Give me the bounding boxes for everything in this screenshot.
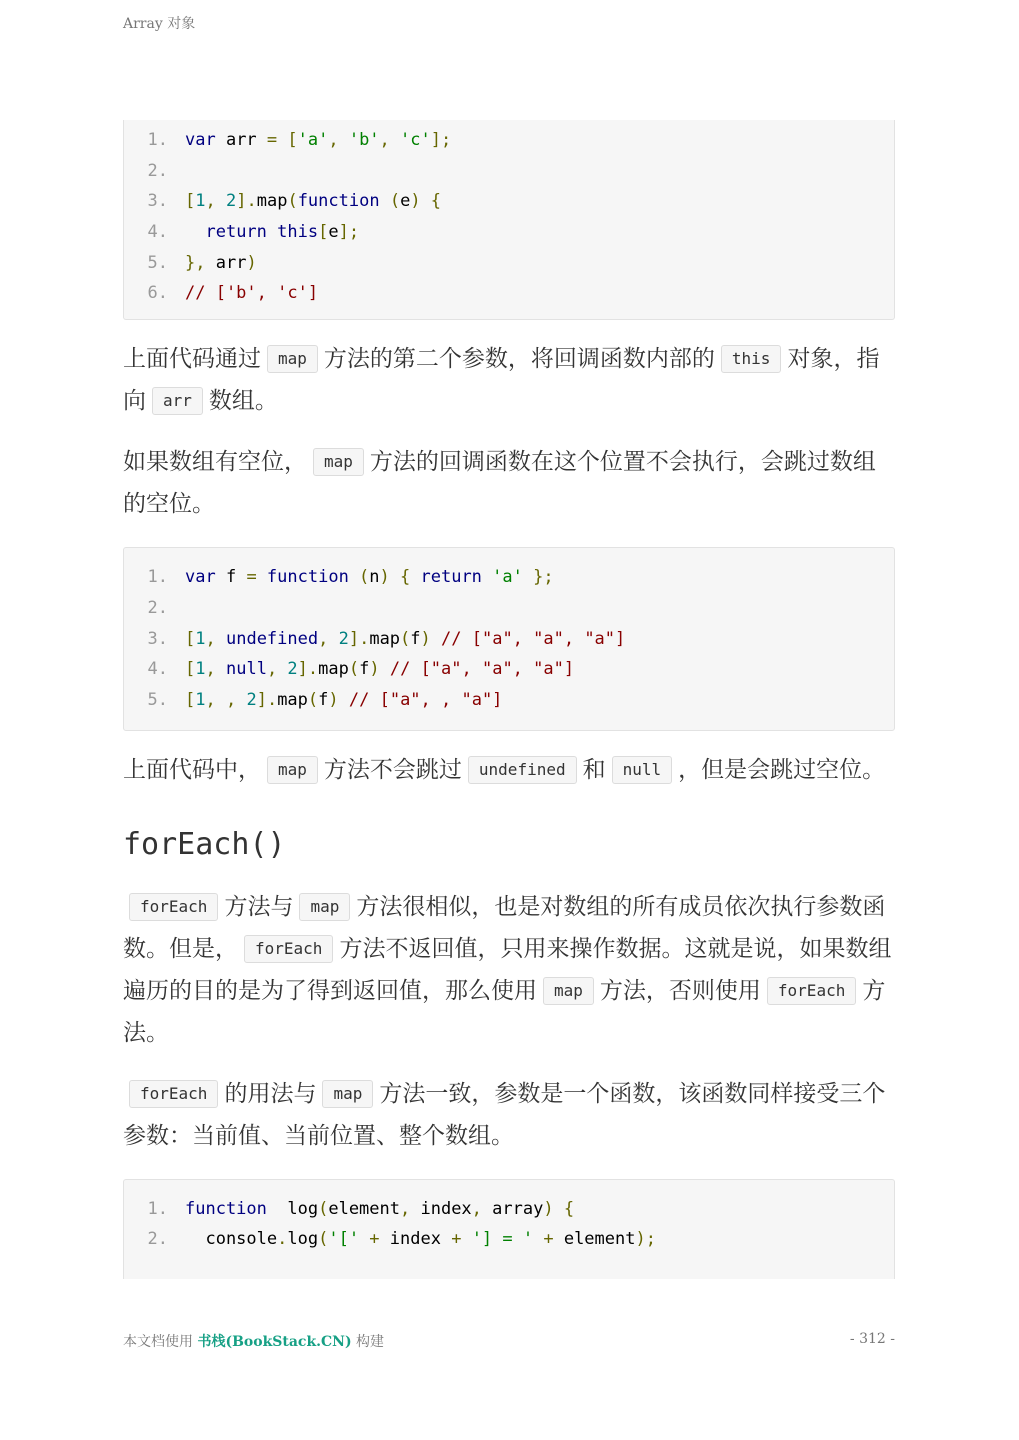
text: 对象，指向	[123, 346, 880, 415]
code-token: ];	[338, 222, 360, 243]
code-token: ,	[205, 191, 226, 212]
code-token: (	[400, 628, 411, 649]
code-token: (	[318, 1229, 329, 1250]
code-token: 1	[195, 659, 206, 680]
code-line	[124, 125, 894, 156]
code-token: ,	[379, 130, 401, 150]
code-token: var	[185, 567, 226, 588]
text: 的用法与	[224, 1080, 317, 1107]
line-number: 3.	[147, 628, 168, 649]
inline-code: map	[299, 893, 350, 921]
code-token: ].	[348, 628, 370, 649]
code-token: [	[185, 191, 196, 212]
code-block	[123, 1179, 895, 1279]
code-token: ,	[205, 659, 226, 680]
inline-code: forEach	[129, 893, 218, 921]
code-token: [	[318, 222, 329, 243]
code-token: f	[225, 567, 247, 588]
text: 方法一致，参数是一个函数，该函数同样接受三个参数：当前值、当前位置、整个数组。	[123, 1080, 886, 1149]
code-token	[185, 222, 205, 242]
paragraph	[123, 338, 895, 422]
code-token: +	[359, 1229, 390, 1250]
bookstack-link[interactable]: 书栈(BookStack.CN)	[197, 1334, 352, 1350]
code-token: [	[185, 689, 196, 710]
code-token: index	[389, 1229, 441, 1250]
code-token: (	[348, 567, 370, 588]
line-number: 2.	[147, 1229, 168, 1250]
code-token: )	[420, 628, 442, 649]
code-line	[124, 593, 894, 624]
code-token: map	[277, 689, 308, 710]
code-token: 2	[287, 659, 298, 680]
code-token: map	[369, 628, 401, 649]
code-token: map	[256, 191, 288, 212]
code-line	[124, 654, 894, 685]
code-token: array	[492, 1198, 544, 1219]
paragraph	[123, 749, 895, 791]
code-token: ,	[205, 628, 226, 649]
code-token: (	[379, 191, 401, 212]
code-line	[124, 186, 894, 217]
code-token: ];	[430, 130, 452, 150]
footer-prefix: 本文档使用	[123, 1334, 198, 1350]
code-token: 'b'	[348, 130, 380, 150]
inline-code: null	[612, 756, 673, 784]
text: ，但是会跳过空位。	[678, 756, 886, 783]
code-line	[124, 1224, 894, 1255]
code-token: index	[420, 1198, 472, 1219]
code-token: arr	[215, 252, 247, 273]
inline-code: undefined	[468, 756, 577, 784]
paragraph	[123, 886, 895, 1054]
text: 方法不返回值，只用来操作数据。这就是说，如果数组遍历的目的是为了得到返回值，那么使用	[123, 935, 892, 1004]
code-token: this	[266, 222, 319, 243]
code-line	[124, 248, 894, 279]
code-token: 2	[246, 689, 257, 710]
footer-suffix: 构建	[351, 1334, 385, 1350]
code-token: (	[348, 659, 360, 680]
text: 和	[582, 756, 606, 783]
line-number: 5.	[147, 689, 168, 710]
code-line	[124, 278, 894, 309]
code-token: 2	[225, 191, 237, 212]
code-token: f	[359, 659, 370, 680]
code-block	[123, 547, 895, 730]
code-token: = [	[266, 130, 298, 150]
code-token: map	[318, 659, 349, 680]
code-token	[277, 1199, 287, 1219]
inline-code: forEach	[767, 977, 856, 1005]
code-token: console	[185, 1229, 278, 1250]
code-token: )	[369, 659, 390, 680]
section-heading: forEach()	[123, 826, 286, 862]
text: 上面代码中，	[123, 756, 261, 783]
code-token: )	[328, 689, 349, 710]
line-number: 1.	[147, 1198, 168, 1219]
code-token: log	[287, 1198, 319, 1219]
inline-code: map	[543, 977, 594, 1005]
inline-code: map	[267, 345, 318, 373]
text: 方法的回调函数在这个位置不会执行，会跳过数组的空位。	[123, 449, 876, 518]
inline-code: this	[721, 345, 782, 373]
code-token: ,	[318, 628, 339, 649]
code-token: f	[318, 689, 329, 710]
line-number: 5.	[147, 252, 168, 273]
code-token: return	[205, 222, 267, 243]
code-token: ].	[256, 689, 278, 710]
code-token: );	[635, 1229, 656, 1250]
code-token: ) {	[379, 567, 421, 588]
text: 数组。	[208, 388, 278, 415]
text: 方法，否则使用	[599, 977, 761, 1004]
code-line	[124, 1194, 894, 1225]
code-line	[124, 217, 894, 248]
code-token: undefined	[225, 628, 319, 649]
code-token: (	[307, 689, 319, 710]
line-number: 4.	[147, 222, 168, 243]
code-token: 1	[195, 689, 206, 710]
page-number: - 312 -	[849, 1331, 895, 1347]
line-number: 2.	[147, 597, 168, 618]
text: 如果数组有空位，	[123, 449, 307, 476]
code-token: ) {	[410, 191, 442, 212]
code-token: var	[185, 130, 226, 150]
code-token: =	[246, 567, 267, 588]
code-token: ,	[266, 659, 288, 680]
code-token: ].	[236, 191, 257, 212]
text: 方法的第二个参数，将回调函数内部的	[323, 346, 715, 373]
text: 方法不会跳过	[323, 756, 462, 783]
code-line	[124, 156, 894, 187]
code-token: .	[277, 1229, 288, 1250]
line-number: 2.	[147, 160, 168, 181]
code-token: +	[533, 1229, 564, 1250]
inline-code: map	[322, 1080, 373, 1108]
code-token: ,	[400, 1198, 421, 1219]
code-token: n	[369, 567, 380, 588]
code-token: arr	[225, 130, 267, 150]
code-token: e	[400, 191, 411, 212]
code-token: element	[563, 1229, 636, 1250]
code-line	[124, 685, 894, 716]
inline-code: map	[313, 448, 364, 476]
code-token: // ["a", , "a"]	[348, 689, 503, 710]
code-token: (	[318, 1198, 329, 1219]
code-token: e	[328, 222, 339, 243]
inline-code: arr	[152, 387, 203, 415]
text: 方法很相似，也是对数组的所有成员依次执行参数函数。但是，	[123, 893, 886, 962]
code-token: function	[266, 567, 349, 588]
code-token: 1	[195, 191, 206, 212]
code-token: ,	[328, 130, 349, 150]
code-token: },	[185, 252, 216, 273]
document-content	[123, 120, 895, 1279]
paragraph	[123, 1073, 895, 1157]
code-token: function	[297, 191, 380, 212]
code-token: , ,	[205, 689, 247, 710]
code-token: log	[287, 1229, 319, 1250]
code-token: '['	[328, 1229, 360, 1250]
code-token: ) {	[543, 1198, 575, 1219]
line-number: 3.	[147, 191, 168, 212]
code-token: // ["a", "a", "a"]	[441, 628, 626, 649]
code-block	[123, 120, 895, 320]
code-token: function	[185, 1198, 278, 1219]
inline-code: map	[267, 756, 318, 784]
code-line	[124, 562, 894, 593]
code-token: };	[522, 567, 554, 588]
line-number: 4.	[147, 659, 168, 680]
code-token: +	[440, 1229, 472, 1250]
code-token: 1	[195, 628, 206, 649]
text: 上面代码通过	[123, 346, 261, 373]
code-token: 'a'	[481, 567, 523, 588]
code-token: [	[185, 628, 196, 649]
code-token: f	[410, 628, 421, 649]
code-token: // ["a", "a", "a"]	[389, 659, 575, 680]
code-line	[124, 624, 894, 655]
code-token: 'a'	[297, 130, 329, 150]
code-token: (	[287, 191, 298, 212]
page-header: Array 对象	[123, 16, 196, 32]
code-token: 2	[338, 628, 349, 649]
code-token: )	[246, 252, 257, 273]
code-token: // ['b', 'c']	[185, 283, 319, 304]
code-token: element	[328, 1198, 400, 1219]
line-number: 6.	[147, 283, 168, 304]
line-number: 1.	[147, 567, 168, 588]
code-token: 'c'	[400, 130, 431, 150]
code-token: [	[185, 659, 196, 680]
code-token: '] = '	[471, 1229, 534, 1250]
paragraph	[123, 441, 895, 525]
line-number: 1.	[147, 130, 168, 150]
code-token: ].	[297, 659, 319, 680]
text: 方法与	[224, 893, 294, 920]
text: 方法。	[123, 977, 886, 1046]
footer-credit	[123, 1331, 384, 1351]
code-token: ,	[471, 1198, 493, 1219]
inline-code: forEach	[129, 1080, 218, 1108]
code-token: null	[225, 659, 267, 680]
inline-code: forEach	[244, 935, 333, 963]
code-token: return	[420, 567, 482, 588]
